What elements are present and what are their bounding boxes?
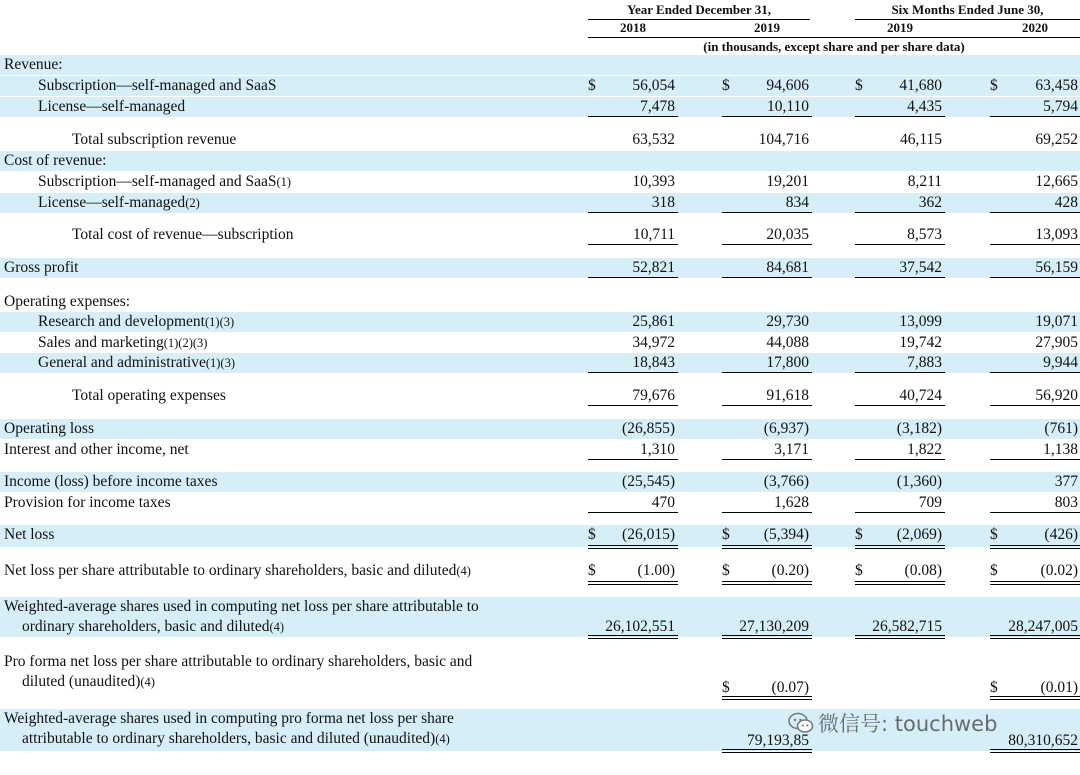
table-cell: (0.01) <box>1040 679 1078 696</box>
table-cell: 10,711 <box>632 226 675 243</box>
cell-double-underline <box>855 581 945 585</box>
table-cell: 803 <box>1054 494 1078 511</box>
table-cell: 41,680 <box>899 77 942 94</box>
table-cell: (2,069) <box>896 526 942 543</box>
row-label <box>4 151 106 171</box>
table-cell: 7,478 <box>640 98 675 115</box>
row-label <box>38 97 185 117</box>
table-cell: (5,394) <box>763 526 809 543</box>
table-cell: 470 <box>651 494 675 511</box>
cell-underline <box>722 116 812 117</box>
cell-double-underline <box>588 581 678 585</box>
table-row-net-loss-per-share <box>0 561 1080 583</box>
cell-underline <box>722 277 812 278</box>
cell-double-underline <box>722 545 812 549</box>
cell-underline <box>588 512 678 513</box>
table-cell: (1,360) <box>896 473 942 490</box>
table-cell: 104,716 <box>758 131 809 148</box>
table-cell: 1,628 <box>774 494 809 511</box>
row-label <box>4 652 472 692</box>
table-row-cost-subscription-saas <box>0 172 1080 192</box>
row-label-text: License—self-managed <box>38 194 186 211</box>
cell-underline <box>990 405 1080 406</box>
table-cell: 1,138 <box>1043 441 1078 458</box>
row-label-text: Income (loss) before income taxes <box>4 473 218 490</box>
table-row-gross-profit <box>0 258 1080 278</box>
footnote-ref: (4) <box>456 564 471 578</box>
dollar-sign: $ <box>722 679 730 696</box>
table-cell: 10,393 <box>632 173 675 190</box>
table-row-net-loss <box>0 525 1080 547</box>
table-row-revenue-heading <box>0 55 1080 75</box>
cell-double-underline <box>855 545 945 549</box>
footnote-ref: (1)(3) <box>205 315 235 329</box>
cell-underline <box>722 212 812 213</box>
table-cell: 20,035 <box>766 226 809 243</box>
table-row-total-subscription-revenue <box>0 130 1080 150</box>
footnote-ref: (1)(2)(3) <box>163 336 208 350</box>
cell-underline <box>722 459 812 460</box>
row-label <box>38 193 200 213</box>
table-cell: 46,115 <box>899 131 942 148</box>
cell-double-underline <box>722 581 812 585</box>
cell-underline <box>990 116 1080 117</box>
row-label <box>38 172 291 192</box>
table-cell: 56,054 <box>632 77 675 94</box>
cell-underline <box>588 116 678 117</box>
cell-underline <box>990 277 1080 278</box>
table-cell: 362 <box>918 194 942 211</box>
cell-underline <box>855 405 945 406</box>
dollar-sign: $ <box>588 77 596 94</box>
row-label <box>4 561 471 581</box>
table-cell: 8,573 <box>907 226 942 243</box>
dollar-sign: $ <box>990 526 998 543</box>
row-label <box>38 333 207 353</box>
row-label-text: Net loss <box>4 526 55 543</box>
row-label <box>72 225 293 245</box>
row-label-text: Operating expenses: <box>4 293 131 310</box>
footnote-ref: (4) <box>269 620 285 634</box>
footnote-ref: (1) <box>276 175 292 189</box>
row-label-text: Total cost of revenue—subscription <box>72 226 294 243</box>
table-cell: 19,201 <box>766 173 809 190</box>
table-row-cost-license <box>0 193 1080 213</box>
table-cell: 1,310 <box>640 441 675 458</box>
row-label-text-line2: ordinary shareholders, basic and diluted <box>22 618 270 635</box>
table-cell: 19,742 <box>899 334 942 351</box>
table-cell: 52,821 <box>632 259 675 276</box>
table-row-weighted-average-shares <box>0 597 1080 637</box>
table-cell: 318 <box>651 194 675 211</box>
table-cell: 8,211 <box>907 173 942 190</box>
table-cell: (25,545) <box>622 473 675 490</box>
table-row-subscription-saas <box>0 76 1080 96</box>
row-label-text: Weighted-average shares used in computing pro forma net loss per share <box>4 710 454 727</box>
row-label-text: Subscription—self-managed and SaaS <box>38 173 277 190</box>
row-label-text: Provision for income taxes <box>4 494 171 511</box>
cell-double-underline <box>990 581 1080 585</box>
table-row-income-before-taxes <box>0 472 1080 492</box>
header-units-note: (in thousands, except share and per share data) <box>703 39 965 54</box>
table-row-provision-income-taxes <box>0 493 1080 513</box>
row-label <box>4 597 479 637</box>
row-label-text-line2: attributable to ordinary shareholders, basic and diluted (unaudited) <box>22 730 436 747</box>
table-cell: 5,794 <box>1043 98 1078 115</box>
cell-underline <box>722 405 812 406</box>
row-label-text: Pro forma net loss per share attributable to ordinary shareholders, basic and <box>4 653 473 670</box>
header-year-2020: 2020 <box>1022 20 1048 35</box>
row-label-text: Net loss per share attributable to ordinary shareholders, basic and diluted <box>4 562 457 579</box>
table-cell: (1.00) <box>637 562 675 579</box>
row-label-text-line2: diluted (unaudited) <box>22 673 141 690</box>
cell-double-underline <box>722 696 812 700</box>
row-label-text: Weighted-average shares used in computing net loss per share attributable to <box>4 598 479 615</box>
dollar-sign: $ <box>990 562 998 579</box>
cell-underline <box>990 244 1080 245</box>
table-cell: (0.07) <box>771 679 809 696</box>
cell-double-underline <box>588 635 678 639</box>
cell-double-underline <box>855 635 945 639</box>
table-cell: 377 <box>1054 473 1078 490</box>
cell-underline <box>990 512 1080 513</box>
cell-underline <box>588 212 678 213</box>
dollar-sign: $ <box>722 526 730 543</box>
cell-double-underline <box>588 545 678 549</box>
header-year-2019-a: 2019 <box>754 20 780 35</box>
row-label <box>4 55 63 75</box>
wechat-icon <box>788 712 814 734</box>
table-cell: 3,171 <box>774 441 809 458</box>
table-cell: 19,071 <box>1035 313 1078 330</box>
table-cell: 10,110 <box>766 98 809 115</box>
dollar-sign: $ <box>588 526 596 543</box>
table-cell: 69,252 <box>1035 131 1078 148</box>
header-year-2019-b: 2019 <box>887 20 913 35</box>
cell-underline <box>990 372 1080 373</box>
watermark <box>788 708 997 738</box>
table-cell: 27,905 <box>1035 334 1078 351</box>
table-cell: 26,102,551 <box>605 618 675 635</box>
table-cell: 91,618 <box>766 387 809 404</box>
table-cell: (3,766) <box>763 473 809 490</box>
table-cell: 1,822 <box>907 441 942 458</box>
row-label-text: Revenue: <box>4 56 63 73</box>
table-row-operating-expenses-heading <box>0 292 1080 312</box>
cell-underline <box>722 372 812 373</box>
table-cell: 7,883 <box>907 354 942 371</box>
cell-underline <box>990 459 1080 460</box>
dollar-sign: $ <box>722 77 730 94</box>
table-cell: 79,193,85 <box>747 732 809 749</box>
row-label-text: Total subscription revenue <box>72 131 237 148</box>
cell-double-underline <box>990 749 1080 753</box>
table-row-pro-forma-net-loss-per-share <box>0 652 1080 698</box>
cell-underline <box>722 512 812 513</box>
table-cell: 709 <box>918 494 942 511</box>
table-row-cost-of-revenue-heading <box>0 151 1080 171</box>
table-row-interest-other-income <box>0 440 1080 460</box>
cell-underline <box>588 372 678 373</box>
table-cell: 12,665 <box>1035 173 1078 190</box>
cell-underline <box>990 212 1080 213</box>
table-cell: (26,855) <box>622 420 675 437</box>
row-label <box>72 130 236 150</box>
table-cell: 834 <box>785 194 809 211</box>
table-cell: 63,458 <box>1035 77 1078 94</box>
table-cell: 37,542 <box>899 259 942 276</box>
table-cell: 56,920 <box>1035 387 1078 404</box>
cell-double-underline <box>722 749 812 753</box>
dollar-sign: $ <box>990 77 998 94</box>
dollar-sign: $ <box>855 562 863 579</box>
row-label-text: Research and development <box>38 313 205 330</box>
footnote-ref: (4) <box>140 675 155 689</box>
cell-underline <box>855 277 945 278</box>
cell-underline <box>588 405 678 406</box>
table-row-total-cost-of-revenue <box>0 225 1080 245</box>
table-cell: 4,435 <box>907 98 942 115</box>
table-cell: (0.20) <box>771 562 809 579</box>
row-label <box>38 312 234 332</box>
table-cell: 18,843 <box>632 354 675 371</box>
row-label <box>4 440 189 460</box>
table-cell: (3,182) <box>896 420 942 437</box>
table-row-operating-loss <box>0 419 1080 439</box>
table-cell: 28,247,005 <box>1008 618 1078 635</box>
row-label <box>4 472 217 492</box>
table-cell: 25,861 <box>632 313 675 330</box>
row-label-text: Operating loss <box>4 420 94 437</box>
row-label <box>4 525 54 545</box>
cell-double-underline <box>722 635 812 639</box>
cell-underline <box>588 244 678 245</box>
table-cell: (26,015) <box>622 526 675 543</box>
row-label <box>38 76 276 96</box>
cell-underline <box>855 512 945 513</box>
footnote-ref: (1)(3) <box>205 356 236 370</box>
table-cell: 79,676 <box>632 387 675 404</box>
table-cell: (0.02) <box>1040 562 1078 579</box>
table-cell: 9,944 <box>1043 354 1078 371</box>
cell-underline <box>855 244 945 245</box>
dollar-sign: $ <box>588 562 596 579</box>
table-cell: 40,724 <box>899 387 942 404</box>
header-group-six-months: Six Months Ended June 30, <box>891 2 1044 17</box>
cell-underline <box>722 244 812 245</box>
table-cell: (426) <box>1044 526 1078 543</box>
table-cell: 27,130,209 <box>739 618 809 635</box>
row-label-text: Gross profit <box>4 259 79 276</box>
cell-underline <box>588 277 678 278</box>
table-cell: 84,681 <box>766 259 809 276</box>
row-label-text: Interest and other income, net <box>4 441 189 458</box>
row-label <box>4 493 171 513</box>
table-cell: 94,606 <box>766 77 809 94</box>
cell-underline <box>588 459 678 460</box>
row-label <box>4 709 454 749</box>
table-row-total-operating-expenses <box>0 386 1080 406</box>
cell-underline <box>855 212 945 213</box>
header-years-underline <box>588 37 1080 38</box>
row-label <box>4 419 94 439</box>
footnote-ref: (2) <box>185 196 200 210</box>
header-year-2018: 2018 <box>620 20 646 35</box>
dollar-sign: $ <box>855 77 863 94</box>
row-label-text: Total operating expenses <box>72 387 226 404</box>
row-label-text: Cost of revenue: <box>4 152 107 169</box>
dollar-sign: $ <box>990 679 998 696</box>
row-label-text: License—self-managed <box>38 98 186 115</box>
cell-underline <box>855 116 945 117</box>
table-cell: 17,800 <box>766 354 809 371</box>
dollar-sign: $ <box>855 526 863 543</box>
table-cell: 13,099 <box>899 313 942 330</box>
table-cell: 56,159 <box>1035 259 1078 276</box>
cell-double-underline <box>990 545 1080 549</box>
table-cell: (0.08) <box>904 562 942 579</box>
table-cell: 34,972 <box>632 334 675 351</box>
table-cell: 29,730 <box>766 313 809 330</box>
table-row-license-self-managed <box>0 97 1080 117</box>
row-label-text: Subscription—self-managed and SaaS <box>38 77 277 94</box>
table-cell: (6,937) <box>763 420 809 437</box>
table-cell: 63,532 <box>632 131 675 148</box>
watermark-text: 微信号: touchweb <box>818 712 998 736</box>
row-label-text: General and administrative <box>38 354 206 371</box>
row-label-text: Sales and marketing <box>38 334 164 351</box>
row-label <box>4 292 130 312</box>
table-cell: 428 <box>1054 194 1078 211</box>
row-label <box>72 386 226 406</box>
table-row-general-administrative <box>0 353 1080 373</box>
table-row-sales-marketing <box>0 333 1080 353</box>
table-cell: 44,088 <box>766 334 809 351</box>
cell-underline <box>855 372 945 373</box>
table-row-research-development <box>0 312 1080 332</box>
table-cell: 26,582,715 <box>872 618 942 635</box>
table-cell: 13,093 <box>1035 226 1078 243</box>
cell-double-underline <box>990 696 1080 700</box>
row-label <box>4 258 78 278</box>
table-cell: (761) <box>1044 420 1078 437</box>
dollar-sign: $ <box>722 562 730 579</box>
cell-double-underline <box>990 635 1080 639</box>
footnote-ref: (4) <box>435 732 450 746</box>
row-label <box>38 353 235 373</box>
cell-underline <box>855 459 945 460</box>
header-group-year-ended: Year Ended December 31, <box>627 2 771 17</box>
table-cell: 80,310,652 <box>1008 732 1078 749</box>
